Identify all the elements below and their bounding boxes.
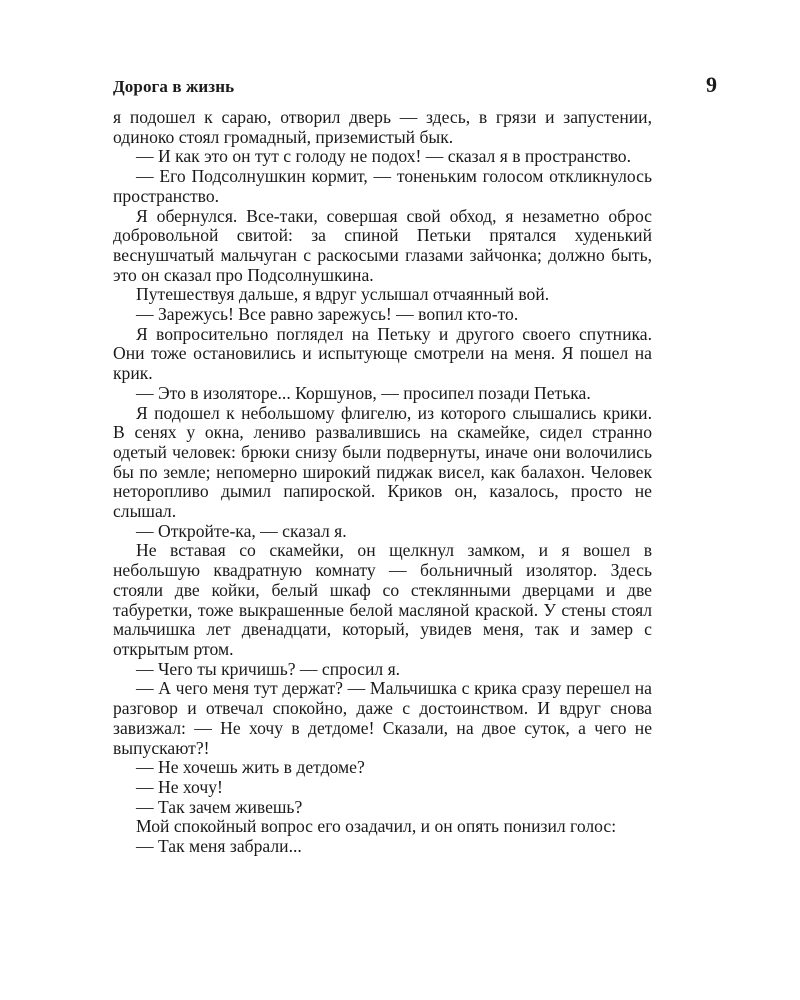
paragraph: Путешествуя дальше, я вдруг услышал отчаянный вой.	[136, 284, 550, 305]
page-number: 9	[706, 72, 717, 97]
book-page	[113, 72, 717, 857]
running-header	[113, 72, 717, 102]
paragraph: я подошел к сараю, отворил дверь — здесь, в грязи и запустении, одиноко стоял громадный, приземистый бык.	[113, 107, 652, 147]
paragraph: — Это в изоляторе... Коршунов, — просипел позади Петька.	[136, 382, 591, 403]
paragraph: — Так зачем живешь?	[136, 796, 303, 817]
paragraph: Я обернулся. Все-таки, совершая свой обход, я незаметно оброс добровольной свитой: за спиной Петьки прятался худенький веснушчатый мальчуган с раскосыми глазами зайчонка; должно быть, это он сказал про Подсолнушкина.	[113, 205, 652, 285]
running-title: Дорога в жизнь	[113, 77, 235, 96]
paragraph: — Зарежусь! Все равно зарежусь! — вопил кто-то.	[136, 304, 519, 325]
paragraph: — Его Подсолнушкин кормит, — тоненьким голосом откликнулось пространство.	[113, 166, 652, 206]
paragraph: — Не хочу!	[136, 776, 223, 797]
paragraph: — И как это он тут с голоду не подох! — сказал я в пространство.	[136, 146, 631, 167]
paragraph: — Так меня забрали...	[136, 836, 302, 857]
paragraph: Мой спокойный вопрос его озадачил, и он опять понизил голос:	[136, 816, 617, 837]
body-text	[113, 108, 652, 857]
paragraph: — Откройте-ка, — сказал я.	[136, 520, 347, 541]
paragraph: Я подошел к небольшому флигелю, из которого слышались крики. В сенях у окна, лениво развалившись на скамейке, сидел странно одетый человек: брюки снизу были подвернуты, иначе они волочились бы по земле; непомерно широкий пиджак висел, как балахон. Человек неторопливо дымил папироской. Криков он, казалось, просто не слышал.	[113, 402, 652, 522]
paragraph: — Чего ты кричишь? — спросил я.	[136, 658, 401, 679]
paragraph: Не вставая со скамейки, он щелкнул замком, и я вошел в небольшую квадратную комнату — больничный изолятор. Здесь стояли две койки, белый шкаф со стеклянными дверцами и две табуретки, тоже выкрашенные белой масляной краской. У стены стоял мальчишка лет двенадцати, который, увидев меня, так и замер с открытым ртом.	[113, 540, 652, 659]
paragraph: Я вопросительно поглядел на Петьку и другого своего спутника. Они тоже остановились и испытующе смотрели на меня. Я пошел на крик.	[113, 323, 652, 384]
paragraph: — Не хочешь жить в детдоме?	[136, 757, 365, 778]
paragraph: — А чего меня тут держат? — Мальчишка с крика сразу перешел на разговор и отвечал спокойно, даже с достоинством. И вдруг снова завизжал: — Не хочу в детдоме! Сказали, на двое суток, а чего не выпускают?!	[113, 678, 652, 758]
